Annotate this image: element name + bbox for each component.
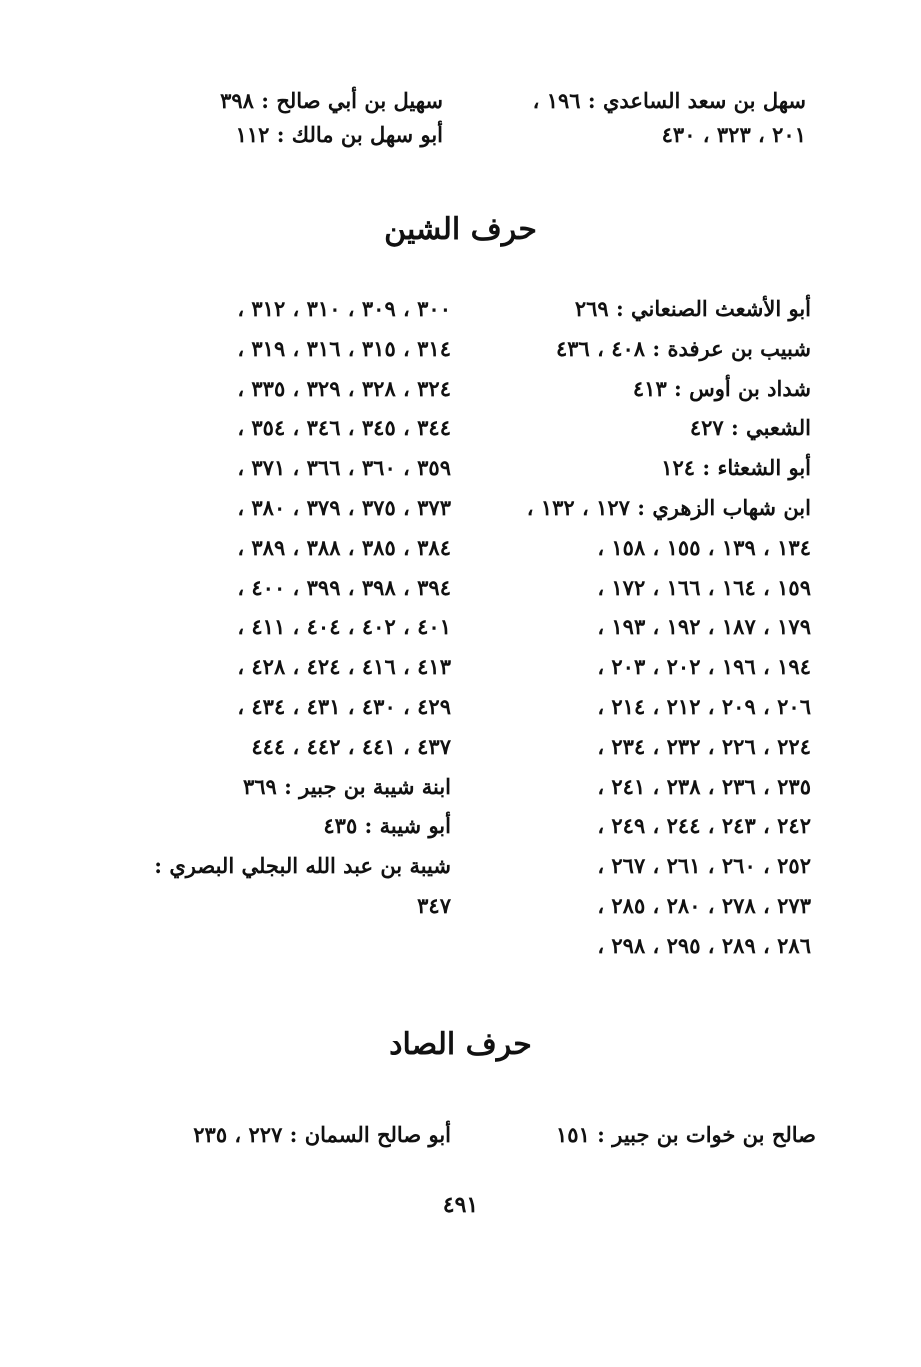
shin-right-column (481, 289, 811, 966)
index-line: ٢٧٣ ، ٢٧٨ ، ٢٨٠ ، ٢٨٥ ، (597, 892, 811, 918)
index-line: أبو شيبة : ٤٣٥ (323, 813, 451, 839)
index-line: ٣٨٤ ، ٣٨٥ ، ٣٨٨ ، ٣٨٩ ، (237, 534, 451, 560)
index-line: ٣٤٧ (417, 892, 451, 918)
index-line: ٢٥٢ ، ٢٦٠ ، ٢٦١ ، ٢٦٧ ، (597, 853, 811, 879)
index-line: أبو الشعثاء : ١٢٤ (661, 455, 811, 481)
index-line: ٣١٤ ، ٣١٥ ، ٣١٦ ، ٣١٩ ، (237, 335, 451, 361)
page-number: ٤٩١ (442, 1192, 479, 1218)
index-line: شداد بن أوس : ٤١٣ (632, 375, 811, 401)
index-line: ٣٠٠ ، ٣٠٩ ، ٣١٠ ، ٣١٢ ، (237, 296, 451, 321)
entry-sahl-ibn-saad: سهل بن سعد الساعدي : ١٩٦ ، (532, 88, 806, 113)
section-heading-shin: حرف الشين (384, 212, 537, 247)
index-line: ٢٨٦ ، ٢٨٩ ، ٢٩٥ ، ٢٩٨ ، (597, 932, 811, 958)
index-line: ٤٣٧ ، ٤٤١ ، ٤٤٢ ، ٤٤٤ (251, 733, 451, 759)
index-line: ٤١٣ ، ٤١٦ ، ٤٢٤ ، ٤٢٨ ، (237, 654, 451, 680)
index-line: ٢٢٤ ، ٢٢٦ ، ٢٣٢ ، ٢٣٤ ، (597, 733, 811, 759)
index-line: ٢٣٥ ، ٢٣٦ ، ٢٣٨ ، ٢٤١ ، (597, 773, 811, 799)
index-line: ٣٢٤ ، ٣٢٨ ، ٣٢٩ ، ٣٣٥ ، (237, 375, 451, 401)
entry-abu-salih-al-samman: أبو صالح السمان : ٢٢٧ ، ٢٣٥ (193, 1122, 451, 1147)
index-line: ٣٥٩ ، ٣٦٠ ، ٣٦٦ ، ٣٧١ ، (237, 455, 451, 481)
index-line: شيبة بن عبد الله البجلي البصري : (154, 853, 451, 879)
index-line: ١٩٤ ، ١٩٦ ، ٢٠٢ ، ٢٠٣ ، (597, 654, 811, 680)
index-line: ابنة شيبة بن جبير : ٣٦٩ (242, 773, 451, 799)
index-line: ٢٠٦ ، ٢٠٩ ، ٢١٢ ، ٢١٤ ، (597, 693, 811, 719)
entry-suhail-ibn-abi-salih: سهيل بن أبي صالح : ٣٩٨ (220, 88, 443, 113)
index-line: ٤٢٩ ، ٤٣٠ ، ٤٣١ ، ٤٣٤ ، (237, 693, 451, 719)
index-line: ١٥٩ ، ١٦٤ ، ١٦٦ ، ١٧٢ ، (597, 574, 811, 600)
index-line: الشعبي : ٤٢٧ (689, 415, 811, 441)
index-line: ١٣٤ ، ١٣٩ ، ١٥٥ ، ١٥٨ ، (597, 534, 811, 560)
index-line: ابن شهاب الزهري : ١٢٧ ، ١٣٢ ، (526, 494, 811, 520)
index-line: ٣٤٤ ، ٣٤٥ ، ٣٤٦ ، ٣٥٤ ، (237, 415, 451, 441)
entry-salih-ibn-khawwat: صالح بن خوات بن جبير : ١٥١ (556, 1122, 816, 1147)
entry-abu-sahl-ibn-malik: أبو سهل بن مالك : ١١٢ (235, 122, 443, 147)
entry-sahl-ibn-saad-cont: ٢٠١ ، ٣٢٣ ، ٤٣٠ (661, 122, 806, 147)
index-line: شبيب بن عرفدة : ٤٠٨ ، ٤٣٦ (556, 335, 811, 361)
shin-left-column (111, 289, 451, 926)
index-line: ١٧٩ ، ١٨٧ ، ١٩٢ ، ١٩٣ ، (597, 614, 811, 640)
index-line: ٤٠١ ، ٤٠٢ ، ٤٠٤ ، ٤١١ ، (237, 614, 451, 640)
index-line: ٣٧٣ ، ٣٧٥ ، ٣٧٩ ، ٣٨٠ ، (237, 494, 451, 520)
section-heading-sad: حرف الصاد (389, 1027, 532, 1062)
index-line: ٢٤٢ ، ٢٤٣ ، ٢٤٤ ، ٢٤٩ ، (597, 813, 811, 839)
index-line: أبو الأشعث الصنعاني : ٢٦٩ (574, 296, 811, 321)
index-line: ٣٩٤ ، ٣٩٨ ، ٣٩٩ ، ٤٠٠ ، (237, 574, 451, 600)
